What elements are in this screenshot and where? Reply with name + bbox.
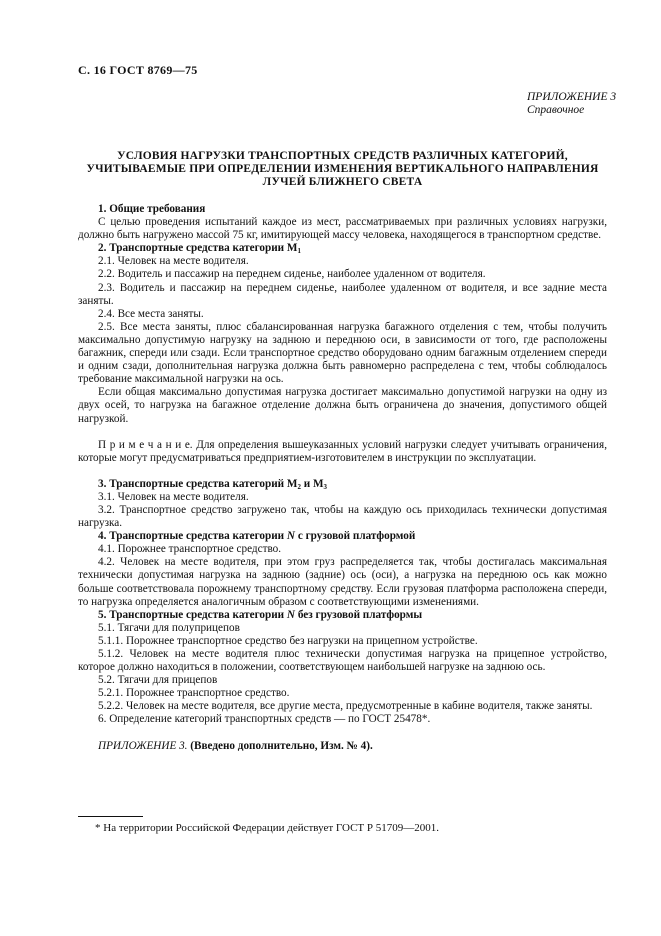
document-body [78,203,607,753]
para-2-3: 2.3. Водитель и пассажир на переднем сиденье, наиболее удаленном от водителя, и все задние места заняты. [78,281,607,307]
heading-1: 1. Общие требования [98,203,206,215]
para-2-5-cont: Если общая максимально допустимая нагрузка достигает максимально допустимой нагрузки на одну из двух осей, то нагрузка на багажное отделение должна быть ограничена до значения, допустимого общей нагрузкой. [78,386,607,425]
para-5-2: 5.2. Тягачи для прицепов [98,674,218,687]
para-5-2-2: 5.2.2. Человек на месте водителя, все другие места, предусмотренные в кабине водителя, также заняты. [98,700,593,713]
appendix-label: ПРИЛОЖЕНИЕ 3 [527,91,617,103]
para-2-5: 2.5. Все места заняты, плюс сбалансированная нагрузка багажного отделения с тем, чтобы получить максимально допустимую нагрузку на заднюю и переднюю оси, в зависимости от того, где расположены багажник, спереди или сзади. Если транспортное средство оборудовано одним багажным отделением спереди и одним сзади, дополнительная нагрузка должна быть равномерно распределена с тем, чтобы соблюдалось требование максимальной нагрузки на ось. [78,320,607,386]
appendix-header [527,91,616,117]
para-3-1: 3.1. Человек на месте водителя. [98,490,249,503]
document-title [78,150,607,188]
para-6: 6. Определение категорий транспортных средств — по ГОСТ 25478*. [98,713,431,726]
para-4-1: 4.1. Порожнее транспортное средство. [98,543,282,556]
document-title-line: ЛУЧЕЙ БЛИЖНЕГО СВЕТА [262,175,423,188]
heading-4: 4. Транспортные средства категории N с грузовой платформой [98,530,416,543]
heading-2: 2. Транспортные средства категории $М_1$ [98,242,301,256]
appendix-type-label: Справочное [527,104,585,116]
heading-3: 3. Транспортные средства категорий $М_2$ и $М_3$ [98,477,328,491]
para-2-2: 2.2. Водитель и пассажир на переднем сиденье, наиболее удаленном от водителя. [98,268,486,281]
document-title-line: УСЛОВИЯ НАГРУЗКИ ТРАНСПОРТНЫХ СРЕДСТВ РАЗЛИЧНЫХ КАТЕГОРИЙ, [117,150,568,162]
footnote [78,816,607,835]
para-2-1: 2.1. Человек на месте водителя. [98,255,249,268]
footnote-rule [78,816,143,817]
page-header: С. 16 ГОСТ 8769—75 [78,63,198,77]
appendix-amendment-note: ПРИЛОЖЕНИЕ 3. (Введено дополнительно, Изм. № 4). [98,739,373,752]
para-5-1-1: 5.1.1. Порожнее транспортное средство без нагрузки на прицепном устройстве. [98,634,478,647]
para-5-1-2: 5.1.2. Человек на месте водителя плюс технически допустимая нагрузка на прицепное устройство, которое должно находиться в положении, соответствующем наибольшей нагрузке на заднюю ось. [78,648,607,674]
para-3-2: 3.2. Транспортное средство загружено так, чтобы на каждую ось приходилась технически допустимая нагрузка. [78,503,607,530]
footnote-text: * На территории Российской Федерации действует ГОСТ Р 51709—2001. [95,822,440,834]
para-4-2: 4.2. Человек на месте водителя, при этом груз распределяется так, чтобы достигалась максимальная технически допустимая нагрузка на заднюю (задние) ось (оси), а нагрузка на переднюю ось как можно больше соответствовала порожнему транспортному средству. Если грузовая платформа расположена спереди, то нагрузка определяется аналогичным образом с соответствующими изменениями. [78,556,607,608]
document-title-line: УЧИТЫВАЕМЫЕ ПРИ ОПРЕДЕЛЕНИИ ИЗМЕНЕНИЯ ВЕРТИКАЛЬНОГО НАПРАВЛЕНИЯ [86,162,599,175]
heading-5: 5. Транспортные средства категории N без грузовой платформы [98,608,423,621]
para-5-1: 5.1. Тягачи для полуприцепов [98,621,240,634]
para-2-4: 2.4. Все места заняты. [98,307,204,320]
para-5-2-1: 5.2.1. Порожнее транспортное средство. [98,687,290,700]
para-1-intro: С целью проведения испытаний каждое из мест, рассматриваемых при различных условиях нагрузки, должно быть нагружено массой 75 кг, имитирующей массу человека, находящегося в транспортном средстве. [78,216,607,242]
note-1: П р и м е ч а н и е. Для определения вышеуказанных условий нагрузки следует учитывать ограничения, которые могут предусматриваться предприятием-изготовителем в инструкции по эксплуатации. [78,438,607,464]
